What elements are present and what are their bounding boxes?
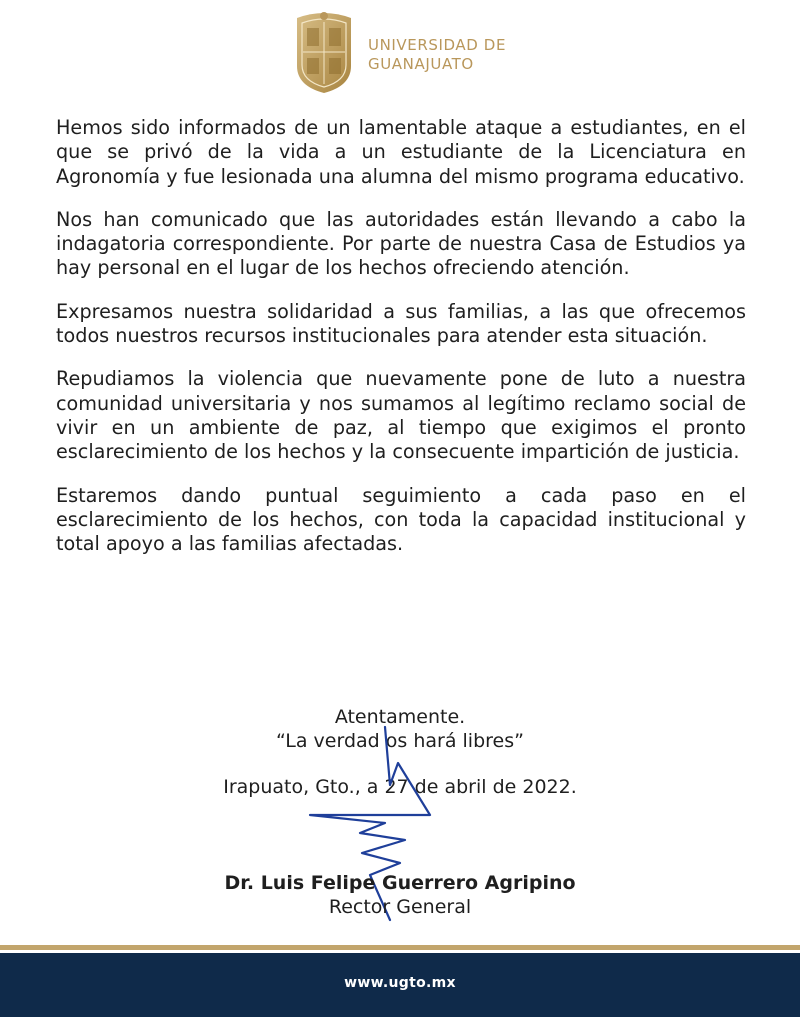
footer-divider <box>0 945 800 950</box>
university-name-line2: GUANAJUATO <box>368 55 474 73</box>
motto: “La verdad os hará libres” <box>276 730 524 752</box>
paragraph-1: Hemos sido informados de un lamentable ataque a estudiantes, en el que se privó de la vida a un estudiante de la Licenciatura en Agronomía y fue lesionada una alumna del mismo programa educativo. <box>56 116 746 188</box>
university-name <box>368 36 506 74</box>
signer-title: Rector General <box>328 896 472 918</box>
letterhead <box>0 6 800 96</box>
paragraph-2: Nos han comunicado que las autoridades están llevando a cabo la indagatoria correspondiente. Por parte de nuestra Casa de Estudios ya hay personal en el lugar de los hechos ofreciendo atención. <box>56 207 746 280</box>
signer-name: Dr. Luis Felipe Guerrero Agripino <box>224 872 576 894</box>
paragraph-4: Repudiamos la violencia que nuevamente pone de luto a nuestra comunidad universitaria y nos sumamos al legítimo reclamo social de vivir en un ambiente de paz, al tiempo que exigimos el pronto esclarecimiento de los hechos y la consecuente impartición de justicia. <box>56 367 746 464</box>
paragraph-3: Expresamos nuestra solidaridad a sus familias, a las que ofrecemos todos nuestros recursos institucionales para atender esta situación. <box>56 299 746 348</box>
paragraph-5: Estaremos dando puntual seguimiento a cada paso en el esclarecimiento de los hechos, con toda la capacidad institucional y total apoyo a las familias afectadas. <box>56 483 746 556</box>
website-link[interactable]: www.ugto.mx <box>344 975 456 991</box>
place-date: Irapuato, Gto., a 27 de abril de 2022. <box>223 776 577 798</box>
statement-body <box>56 116 746 575</box>
university-crest-icon <box>291 8 357 94</box>
salutation: Atentamente. <box>334 706 466 728</box>
university-name-line1: UNIVERSIDAD DE <box>368 36 507 54</box>
footer-bar <box>0 953 800 1017</box>
signer-block <box>0 871 800 919</box>
